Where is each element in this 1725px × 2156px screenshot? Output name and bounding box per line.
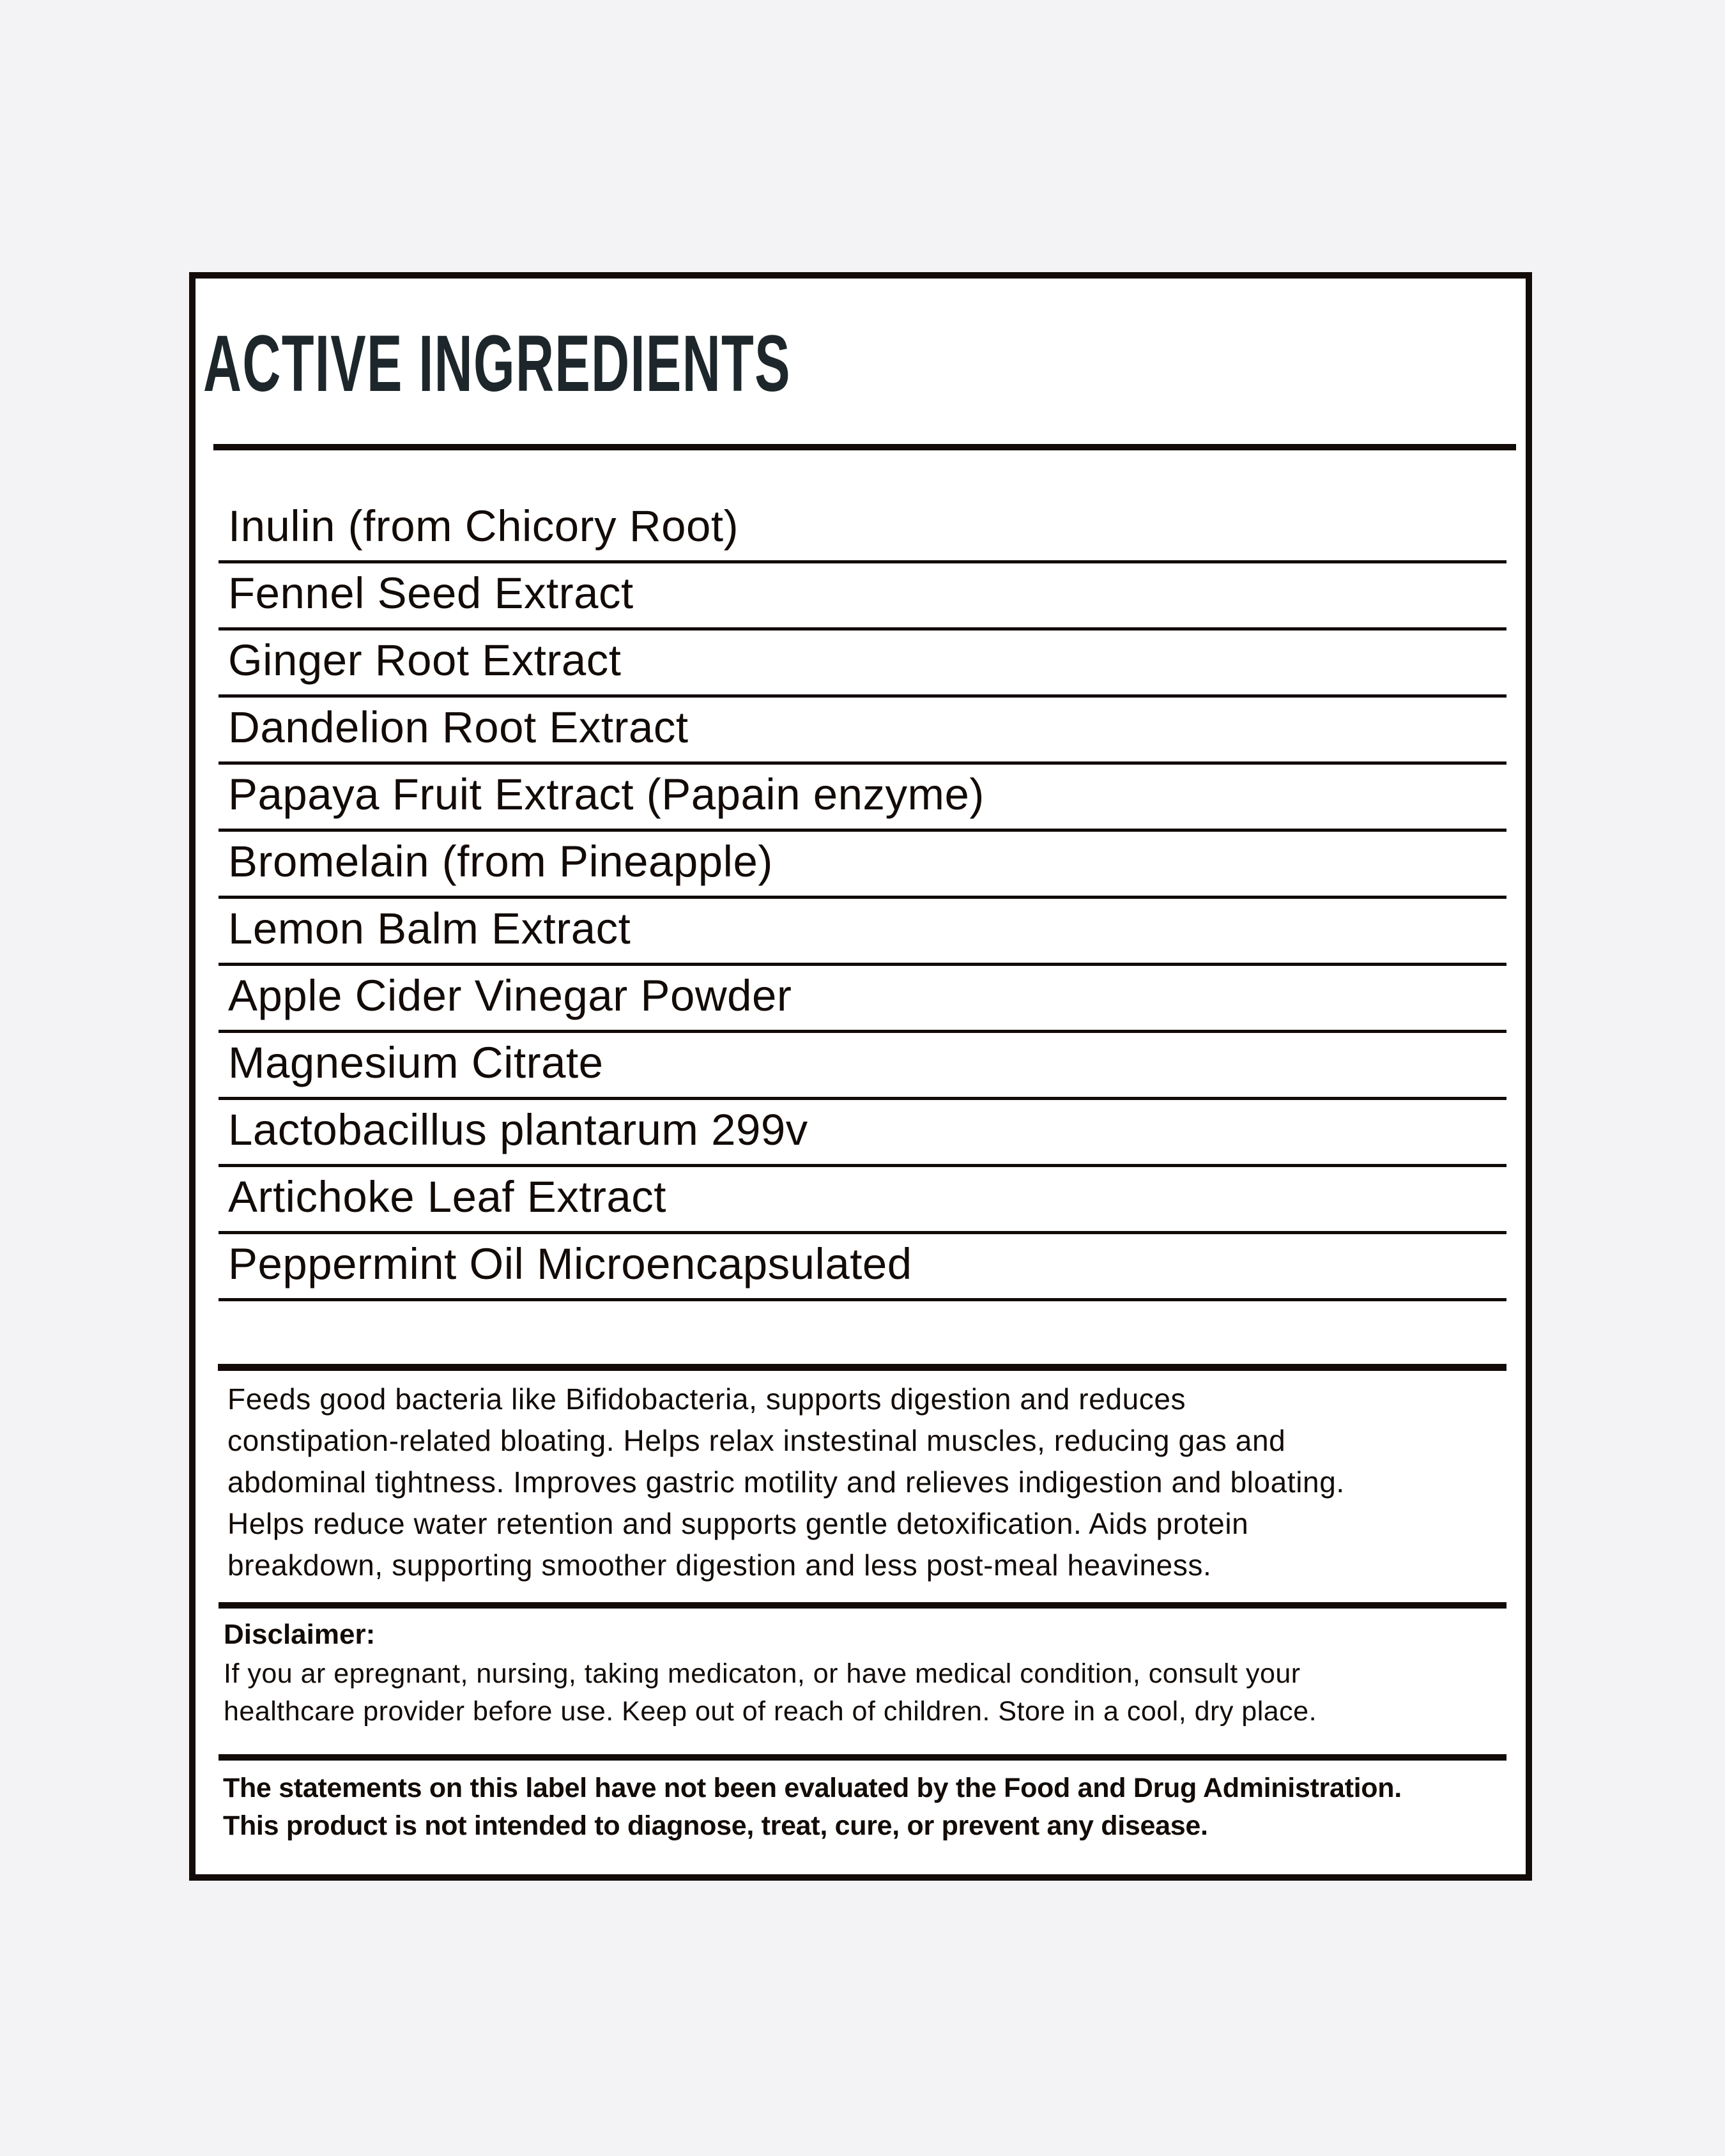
description-divider [218, 1364, 1506, 1371]
row-separator [218, 1030, 1506, 1033]
ingredient-item: Artichoke Leaf Extract [228, 1172, 666, 1221]
row-separator [218, 1164, 1506, 1167]
row-separator [218, 1298, 1506, 1301]
ingredient-item: Lactobacillus plantarum 299v [228, 1105, 808, 1154]
fda-divider [218, 1754, 1506, 1761]
description-line: Helps reduce water retention and supports gentle detoxification. Aids protein [227, 1507, 1249, 1540]
disclaimer-divider [218, 1602, 1506, 1609]
ingredient-item: Apple Cider Vinegar Powder [228, 971, 792, 1020]
description-line: abdominal tightness. Improves gastric motility and relieves indigestion and bloating. [227, 1465, 1345, 1499]
row-separator [218, 627, 1506, 631]
ingredient-item: Papaya Fruit Extract (Papain enzyme) [228, 770, 985, 819]
disclaimer-line: If you ar epregnant, nursing, taking medicaton, or have medical condition, consult your [224, 1658, 1301, 1689]
page-title: ACTIVE INGREDIENTS [203, 319, 791, 408]
ingredient-item: Magnesium Citrate [228, 1038, 604, 1087]
row-separator [218, 896, 1506, 899]
row-separator [218, 829, 1506, 832]
row-separator [218, 963, 1506, 966]
row-separator [218, 1097, 1506, 1100]
row-separator [218, 1231, 1506, 1234]
disclaimer-heading: Disclaimer: [224, 1619, 376, 1650]
description-line: breakdown, supporting smoother digestion and less post-meal heaviness. [227, 1548, 1212, 1582]
ingredient-item: Ginger Root Extract [228, 636, 622, 685]
ingredient-item: Dandelion Root Extract [228, 703, 689, 752]
row-separator [218, 560, 1506, 563]
ingredient-item: Inulin (from Chicory Root) [228, 501, 739, 551]
fda-statement-line: This product is not intended to diagnose, treat, cure, or prevent any disease. [223, 1810, 1208, 1841]
ingredient-item: Fennel Seed Extract [228, 569, 634, 618]
description-line: Feeds good bacteria like Bifidobacteria, supports digestion and reduces [227, 1382, 1186, 1416]
header-divider [213, 444, 1516, 450]
ingredient-item: Peppermint Oil Microencapsulated [228, 1239, 912, 1288]
ingredient-item: Bromelain (from Pineapple) [228, 837, 773, 886]
row-separator [218, 694, 1506, 698]
ingredient-item: Lemon Balm Extract [228, 904, 631, 953]
disclaimer-line: healthcare provider before use. Keep out of reach of children. Store in a cool, dry place. [224, 1696, 1317, 1727]
description-line: constipation-related bloating. Helps relax instestinal muscles, reducing gas and [227, 1424, 1286, 1457]
fda-statement-line: The statements on this label have not been evaluated by the Food and Drug Administration. [223, 1773, 1402, 1803]
row-separator [218, 761, 1506, 765]
